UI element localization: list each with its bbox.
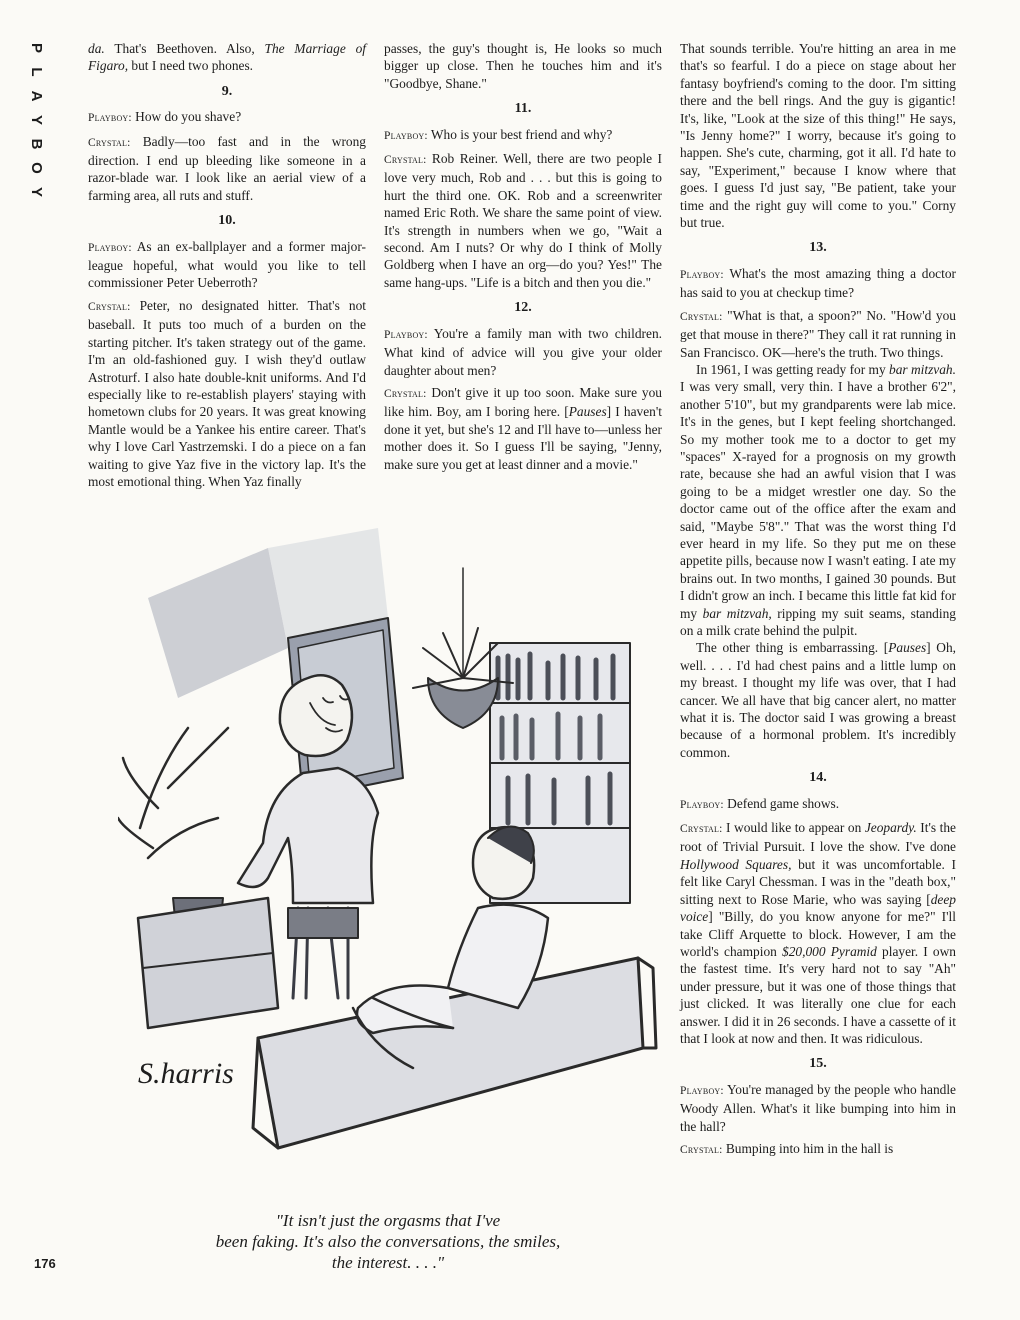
brand-letter: B [28,138,45,150]
brand-letter: Y [28,114,45,125]
page-number: 176 [34,1256,56,1271]
brand-letter: Y [28,186,45,197]
section-number: 15. [809,1056,827,1072]
question: Playboy: Who is your best friend and why? [384,126,613,142]
answer: Crystal: I would like to appear on Jeopardy. It's the root of Trivial Pursuit. I love the show. I've done Hollywood Squares, but it was uncomfortable. I felt like Caryl Chessman. I was in the "death box," sitting next to Rose Marie, who was saying [deep voice] "Billy, do you know anyone for me?" I'll take Cliff Arquette to block. However, I am the world's champion $20,000 Pyramid player. I own the fastest time. It's very hard not to say "Ah" under pressure, but it was one of those things that just clicked. It was literally one clue for each answer. I did it in 26 seconds. I have a cassette of it that I look at now and then. It was ridiculous. [680,820,957,1046]
caption-line: "It isn't just the orgasms that I've [275,1211,501,1230]
running-head-brand [24,36,46,196]
question: Playboy: You're managed by the people who handle Woody Allen. What's it like bumping into him in the hall? [680,1081,956,1134]
caption-line: the interest. . . ." [331,1253,445,1272]
section-number: 13. [809,240,827,256]
section-number: 9. [221,83,233,99]
brand-letter: O [28,162,45,174]
answer: Crystal: Peter, no designated hitter. That's not baseball. It puts too much of a burden on the starting pitcher. It's taken strategy out of the game. I'm an old-fashioned guy. I wish they'd outlaw Astroturf. I also hate double-knit uniforms. And I'd especially like to re-establish players' staying with hometown clubs for 20 years. It was great knowing Mantle would be a Yankee his entire career. That's why I love Carl Yastrzemski. I do a piece on a fan waiting to give Yaz five in the victory lap. It's the most emotional thing. When Yaz finally [88,297,366,489]
section-number: 12. [514,300,532,316]
cartoon-caption [128,1210,648,1273]
text-column-3 [680,40,956,1164]
section-number: 10. [218,213,236,229]
text-column-1 [88,40,366,495]
text-column-2 [384,40,662,478]
question: Playboy: You're a family man with two children. What kind of advice will you give your older daughter about men? [384,325,662,378]
cartoon-illustration [118,528,658,1200]
paragraph: In 1961, I was getting ready for my bar mitzvah. I was very small, very thin. I have a brother 6'2", another 5'10", but my grandparents were lab mice. It's in the genes, but I kept feeling shortchanged. So my mother took me to a doctor to get my "spaces" X-rayed for a prognosis on my growth rate, because she had an awful vision that I was going to be a midget wrestler one day. So the doctor came out of the office after the exam and said, "Maybe 5'8"." That was the worst thing I'd ever heard in my life. So they put me on these appetite pills, because now I wasn't eating. I ate my brains out. In two months, I gained 30 pounds. But I didn't grow an inch. I became this little fat kid for my bar mitzvah, ripping my suit seams, standing on a milk crate behind the pulpit. [680,361,956,638]
brand-letter: L [28,67,45,77]
answer: Crystal: Rob Reiner. Well, there are two people I love very much, Rob and . . . but this is going to hurt the third one. OK. Rob and a screenwriter named Eric Roth. We share the same point of view. It's strength in numbers when we go, "Wait a second. Am I nuts? Or why do I think of Molly Goldberg when I have an org—do you? Yes!" The same hang-ups. "Life is a bitch and then you die." [384,151,662,290]
answer: Crystal: Bumping into him in the hall is [680,1140,894,1156]
cartoonist-signature: S.harris [138,1057,234,1090]
caption-line: been faking. It's also the conversations, the smiles, [215,1232,561,1251]
paragraph: da. That's Beethoven. Also, The Marriage of Figaro, but I need two phones. [88,41,367,74]
paragraph: The other thing is embarrassing. [Pauses] Oh, well. . . . I'd had chest pains and a little lump on my breast. I thought my life was over, that I had cancer. We all have that big cancer alert, no matter what it is. The doctor said I was growing a breast because of a hormonal problem. It's incredibly common. [680,640,956,760]
brand-letter: A [28,90,45,102]
section-number: 14. [809,770,827,786]
question: Playboy: As an ex-ballplayer and a former major-league hopeful, what would you like to tell commissioner Peter Ueberroth? [88,238,366,291]
answer: Crystal: Badly—too fast and in the wrong direction. I end up bleeding like someone in a razor-blade war. I look like an aerial view of a farming area, all ruts and stuff. [88,133,366,203]
section-number: 11. [514,101,532,117]
paragraph: passes, the guy's thought is, He looks so much bigger up close. Then he touches him and it's "Goodbye, Shane." [384,41,662,91]
answer: Crystal: Don't give it up too soon. Make sure you like him. Boy, am I boring here. [Pauses] I haven't done it yet, but she's 12 and I'll have to—unless her mother does it. So I guess I'll be saying, "Jenny, make sure you get at least dinner and a movie." [384,384,662,472]
paragraph: That sounds terrible. You're hitting an area in me that's so fearful. I do a piece on stage about her fantasy boyfriend's coming to the door. I'm sitting there and the bell rings. And the guy is gigantic! It's, like, "Look at the size of this thing!" He says, "Is Jenny home?" I worry, because it's going to happen. She's cute, charming, got it all. I'd hate to say, "Experiment," because I know where that goes. I guess I'd just say, "Be patient, take your time and the right guy will come to you." Corny but true. [680,41,956,231]
brand-letter: P [28,42,45,53]
question: Playboy: Defend game shows. [680,795,840,811]
answer: Crystal: "What is that, a spoon?" No. "How'd you get that mouse in there?" They call it rat running in San Francisco. OK—here's the truth. Two things. [680,307,956,360]
question: Playboy: How do you shave? [88,109,242,125]
question: Playboy: What's the most amazing thing a doctor has said to you at checkup time? [680,265,956,301]
